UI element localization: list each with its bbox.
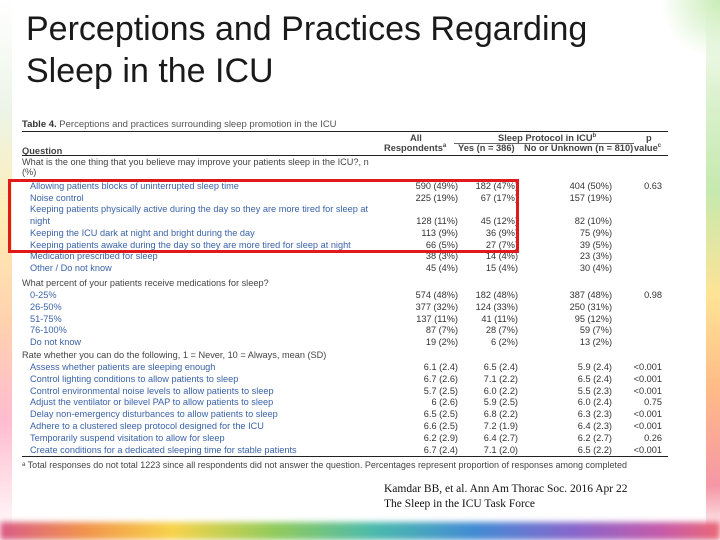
protocol-yes-cell: 6.4 (2.7) xyxy=(483,432,518,443)
question-cell: Delay non-emergency disturbances to allow patients to sleep xyxy=(30,409,278,420)
header-p: p xyxy=(646,133,652,143)
rating-row xyxy=(22,445,668,455)
protocol-no-cell: 23 (3%) xyxy=(579,251,612,262)
slide-title-line-1: Perceptions and Practices Regarding xyxy=(26,10,588,48)
question-cell: Do not know xyxy=(30,337,82,348)
sleep-improvement-row xyxy=(22,251,668,261)
p-value-cell: 0.63 xyxy=(644,181,662,191)
question-cell: Assess whether patients are sleeping enough xyxy=(30,362,216,372)
all-respondents-cell: 128 (11%) xyxy=(416,216,458,227)
protocol-yes-cell: 5.9 (2.5) xyxy=(483,397,518,408)
slide-title-line-2: Sleep in the ICU xyxy=(26,52,274,90)
section-row-3: Rate whether you can do the following, 1 = Never, 10 = Always, mean (SD) xyxy=(22,350,327,360)
question-cell: Temporarily suspend visitation to allow for sleep xyxy=(30,432,225,443)
question-cell: 51-75% xyxy=(30,313,62,324)
question-cell: Keeping patients awake during the day so they are more tired for sleep at night xyxy=(30,239,351,250)
all-respondents-cell: 574 (48%) xyxy=(415,290,458,300)
p-value-cell: <0.001 xyxy=(633,444,662,455)
section-row-1b: (%) xyxy=(22,167,37,177)
protocol-no-cell: 30 (4%) xyxy=(579,262,612,273)
question-cell: Adhere to a clustered sleep protocol designed for the ICU xyxy=(30,421,264,431)
sleep-improvement-row xyxy=(22,228,668,238)
protocol-no-cell: 250 (31%) xyxy=(569,301,612,312)
question-cell: Noise control xyxy=(30,192,84,203)
header-yes: Yes (n = 386) xyxy=(458,143,515,153)
all-respondents-cell: 6.5 (2.5) xyxy=(423,409,458,420)
all-respondents-cell: 6.1 (2.4) xyxy=(423,362,458,372)
protocol-no-cell: 82 (10%) xyxy=(574,216,612,227)
p-value-cell: <0.001 xyxy=(633,409,662,420)
medication-percent-row xyxy=(22,302,668,312)
all-respondents-cell: 87 (7%) xyxy=(425,325,458,336)
medication-percent-row xyxy=(22,290,668,300)
citation-line-2: The Sleep in the ICU Task Force xyxy=(384,498,536,510)
protocol-no-cell: 13 (2%) xyxy=(579,337,612,348)
p-value-cell: 0.75 xyxy=(644,397,662,408)
question-cell: Keeping patients physically active during the day so they are more tired for sleep at xyxy=(30,204,369,215)
results-table xyxy=(22,116,668,476)
protocol-no-cell: 6.4 (2.3) xyxy=(577,421,612,431)
header-pvalue: value$^c$ xyxy=(634,143,662,154)
all-respondents-cell: 6 (2.6) xyxy=(431,397,458,408)
question-cell: Control environmental noise levels to allow patients to sleep xyxy=(30,385,274,396)
question-cell: 76-100% xyxy=(30,325,67,336)
protocol-yes-cell: 182 (47%) xyxy=(475,181,518,191)
protocol-yes-cell: 45 (12%) xyxy=(480,216,518,227)
all-respondents-cell: 19 (2%) xyxy=(425,337,458,348)
table-rule-bottom xyxy=(22,456,668,457)
sleep-improvement-row xyxy=(22,181,668,191)
protocol-yes-cell: 14 (4%) xyxy=(485,251,518,262)
sleep-improvement-row xyxy=(22,193,668,203)
protocol-no-cell: 404 (50%) xyxy=(569,181,612,191)
protocol-no-cell: 59 (7%) xyxy=(579,325,612,336)
protocol-yes-cell: 6.0 (2.2) xyxy=(483,385,518,396)
all-respondents-cell: 6.2 (2.9) xyxy=(423,432,458,443)
question-cell: 0-25% xyxy=(30,290,57,300)
p-value-cell: 0.98 xyxy=(644,290,662,300)
protocol-yes-cell: 6.8 (2.2) xyxy=(483,409,518,420)
header-all: All xyxy=(410,133,422,143)
protocol-yes-cell: 7.1 (2.2) xyxy=(483,373,518,384)
header-respondents: Respondents$^a$ xyxy=(384,143,447,154)
citation xyxy=(384,482,684,512)
question-cell: Allowing patients blocks of uninterrupted sleep time xyxy=(30,181,239,191)
table-caption: Table 4. Perceptions and practices surrounding sleep promotion in the ICU xyxy=(22,119,337,130)
decorative-rainbow-bottom xyxy=(0,522,720,540)
protocol-no-cell: 5.5 (2.3) xyxy=(577,385,612,396)
all-respondents-cell: 6.7 (2.4) xyxy=(423,444,458,455)
protocol-no-cell: 6.0 (2.4) xyxy=(577,397,612,408)
medication-percent-row xyxy=(22,325,668,335)
all-respondents-cell: 377 (32%) xyxy=(415,301,458,312)
protocol-no-cell: 6.5 (2.4) xyxy=(577,373,612,384)
decorative-right-edge xyxy=(706,0,720,540)
protocol-no-cell: 75 (9%) xyxy=(579,227,612,238)
sleep-improvement-row xyxy=(22,204,668,214)
p-value-cell: <0.001 xyxy=(633,373,662,384)
protocol-no-cell: 6.2 (2.7) xyxy=(577,432,612,443)
table-rule-header xyxy=(22,155,668,156)
question-cell: Keeping the ICU dark at night and bright during the day xyxy=(30,227,255,238)
question-cell: 26-50% xyxy=(30,301,62,312)
decorative-left-edge xyxy=(0,0,12,540)
protocol-yes-cell: 27 (7%) xyxy=(485,239,518,250)
protocol-yes-cell: 7.2 (1.9) xyxy=(483,421,518,431)
p-value-cell: 0.26 xyxy=(644,432,662,443)
question-cell: Adjust the ventilator or bilevel PAP to allow patients to sleep xyxy=(30,397,274,408)
question-cell: Medication prescribed for sleep xyxy=(30,251,158,262)
protocol-no-cell: 5.9 (2.4) xyxy=(577,362,612,372)
all-respondents-cell: 137 (11%) xyxy=(416,313,458,324)
protocol-yes-cell: 28 (7%) xyxy=(485,325,518,336)
all-respondents-cell: 225 (19%) xyxy=(415,192,458,203)
rating-row xyxy=(22,374,668,384)
question-cell: night xyxy=(30,216,50,227)
protocol-yes-cell: 6 (2%) xyxy=(490,337,518,348)
all-respondents-cell: 45 (4%) xyxy=(425,262,458,273)
protocol-no-cell: 6.5 (2.2) xyxy=(577,444,612,455)
protocol-yes-cell: 6.5 (2.4) xyxy=(483,362,518,372)
sleep-improvement-row xyxy=(22,263,668,273)
protocol-yes-cell: 41 (11%) xyxy=(481,313,518,324)
rating-row xyxy=(22,386,668,396)
rating-row xyxy=(22,409,668,419)
protocol-no-cell: 95 (12%) xyxy=(574,313,612,324)
protocol-no-cell: 387 (48%) xyxy=(569,290,612,300)
protocol-yes-cell: 7.1 (2.0) xyxy=(483,444,518,455)
table-footnote: ᵃ Total responses do not total 1223 since all respondents did not answer the question. Percentages represent proportion of responses among completed xyxy=(22,460,628,470)
p-value-cell: <0.001 xyxy=(633,421,662,431)
table-rule-top xyxy=(22,131,668,132)
question-cell: Control lighting conditions to allow patients to sleep xyxy=(30,373,239,384)
all-respondents-cell: 113 (9%) xyxy=(421,227,458,238)
rating-row xyxy=(22,362,668,372)
all-respondents-cell: 6.7 (2.6) xyxy=(423,373,458,384)
sleep-improvement-row xyxy=(22,216,668,226)
protocol-no-cell: 6.3 (2.3) xyxy=(577,409,612,420)
section-row-2: What percent of your patients receive medications for sleep? xyxy=(22,278,269,288)
all-respondents-cell: 38 (3%) xyxy=(425,251,458,262)
rating-row xyxy=(22,433,668,443)
all-respondents-cell: 6.6 (2.5) xyxy=(423,421,458,431)
protocol-yes-cell: 182 (48%) xyxy=(475,290,518,300)
medication-percent-row xyxy=(22,314,668,324)
header-no-unknown: No or Unknown (n = 810) xyxy=(524,143,634,153)
rating-row xyxy=(22,421,668,431)
all-respondents-cell: 66 (5%) xyxy=(425,239,458,250)
all-respondents-cell: 5.7 (2.5) xyxy=(423,385,458,396)
header-question: Question xyxy=(22,146,63,156)
citation-line-1: Kamdar BB, et al. Ann Am Thorac Soc. 2016 Apr 22 xyxy=(384,483,628,495)
protocol-yes-cell: 15 (4%) xyxy=(485,262,518,273)
all-respondents-cell: 590 (49%) xyxy=(415,181,458,191)
sleep-improvement-row xyxy=(22,240,668,250)
header-sleep-protocol: Sleep Protocol in ICU$^b$ xyxy=(498,133,597,144)
protocol-no-cell: 39 (5%) xyxy=(579,239,612,250)
section-row-1: What is the one thing that you believe may improve your patients sleep in the ICU?, n xyxy=(22,157,369,167)
protocol-yes-cell: 36 (9%) xyxy=(485,227,518,238)
slide-title xyxy=(26,8,686,92)
p-value-cell: <0.001 xyxy=(633,362,662,372)
protocol-yes-cell: 67 (17%) xyxy=(480,192,518,203)
protocol-no-cell: 157 (19%) xyxy=(569,192,612,203)
question-cell: Other / Do not know xyxy=(30,262,112,273)
question-cell: Create conditions for a dedicated sleeping time for stable patients xyxy=(30,444,297,455)
protocol-yes-cell: 124 (33%) xyxy=(475,301,518,312)
p-value-cell: <0.001 xyxy=(633,385,662,396)
medication-percent-row xyxy=(22,337,668,347)
rating-row xyxy=(22,397,668,407)
